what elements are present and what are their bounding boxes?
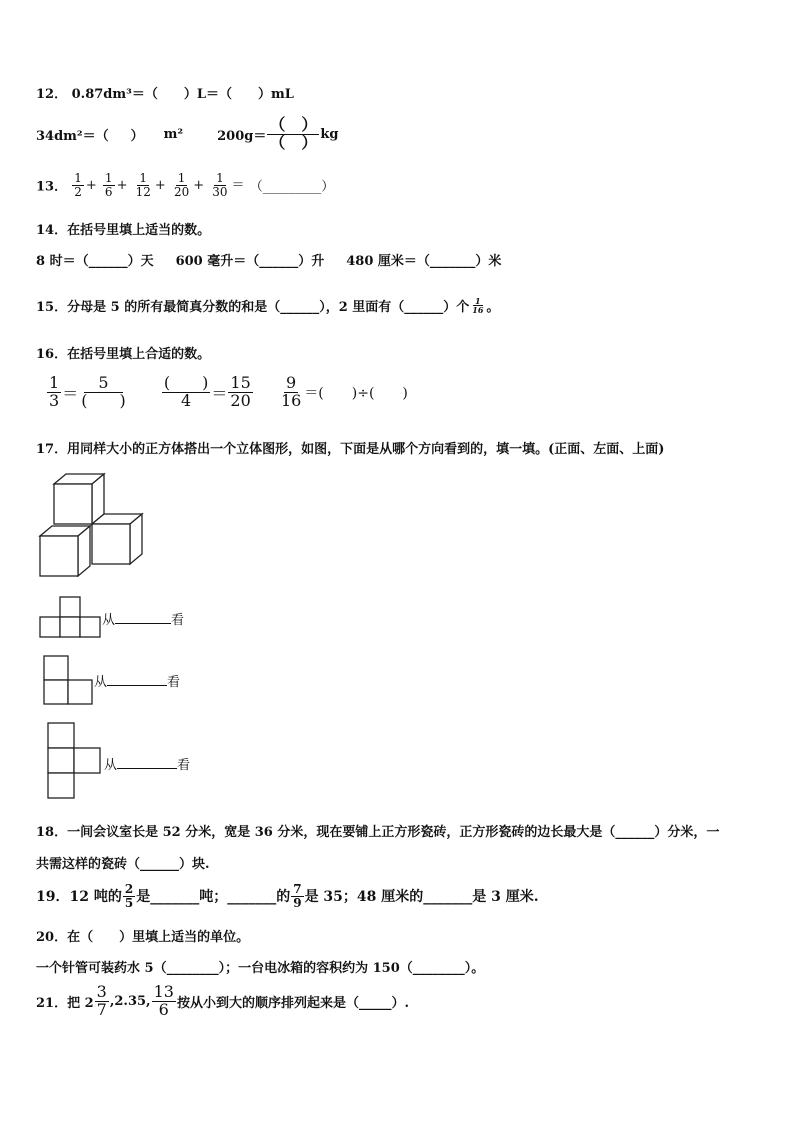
q19-frac-1: $\frac{2}{5}$	[124, 882, 134, 910]
cube-figure	[38, 470, 158, 580]
q13-number: 13．	[36, 179, 68, 195]
q15: 15．分母是 5 的所有最简真分数的和是（______），2 里面有（______）个 $\frac{1}{16}$ 。	[36, 295, 500, 315]
view-3-label: 从 看	[104, 758, 191, 773]
q16-e2-left: $\frac{( )}{4}$	[163, 373, 209, 410]
q13-frac-4: $\frac{1}{20}$	[173, 171, 190, 199]
q13: 13． $\frac{1}{2}$ + $\frac{1}{6}$ + $\frac{1}{12}$ + $\frac{1}{20}$ + $\frac{1}{30}$ ＝ （_________）	[36, 171, 335, 199]
q18-line1: 18．一间会议室长是 52 分米，宽是 36 分米，现在要铺上正方形瓷砖，正方形瓷砖的边长最大是（______）分米，一	[36, 825, 720, 840]
q20-prompt: 20．在（ ）里填上适当的单位。	[36, 930, 250, 945]
view-1-blank	[115, 623, 171, 624]
view-3-figure	[47, 722, 103, 800]
q15-fraction: $\frac{1}{16}$	[472, 295, 484, 315]
view-2-figure	[43, 655, 93, 705]
q12-kg-fraction: $\frac{( )}{( )}$	[269, 115, 318, 152]
q13-frac-2: $\frac{1}{6}$	[104, 171, 113, 199]
q17-prompt: 17．用同样大小的正方体搭出一个立体图形，如图，下面是从哪个方向看到的，填一填。(正面、左面、上面)	[36, 442, 665, 457]
q14-items: 8 时＝（______）天 600 毫升＝（______）升 480 厘米＝（_______）米	[36, 254, 502, 269]
q13-answer: （_________）	[249, 179, 335, 195]
q12-line1: 12． 0.87dm³＝（ ）L＝（ ）mL	[36, 87, 294, 102]
q13-frac-3: $\frac{1}{12}$	[135, 171, 151, 199]
q16-e3-left: $\frac{9}{16}$	[280, 373, 302, 410]
q21-frac-1: $\frac{3}{7}$	[96, 982, 107, 1019]
q13-frac-1: $\frac{1}{2}$	[74, 171, 82, 199]
view-1-label: 从 看	[102, 613, 185, 628]
view-2-blank	[107, 685, 167, 686]
view-2-label: 从 看	[94, 675, 181, 690]
q21: 21．把 2 $\frac{3}{7}$ ,2.35, $\frac{13}{6}$ 按从小到大的顺序排列起来是（_____）.	[36, 982, 409, 1019]
q12-line2: 34dm²＝（ ） m² 200g＝ $\frac{( )}{( )}$ kg	[36, 115, 339, 152]
q12-number: 12．	[36, 87, 68, 102]
q16-equations: $\frac{1}{3}$ ＝ $\frac{5}{( )}$ $\frac{( )}{4}$ ＝ $\frac{15}{20}$ $\frac{9}{16}$ ＝( )÷( )	[49, 373, 408, 410]
q16-prompt: 16．在括号里填上合适的数。	[36, 347, 211, 362]
q14-prompt: 14．在括号里填上适当的数。	[36, 223, 211, 238]
q13-frac-5: $\frac{1}{30}$	[212, 171, 228, 199]
q16-e1-left: $\frac{1}{3}$	[49, 373, 60, 410]
q19: 19．12 吨的 $\frac{2}{5}$ 是_______吨；_______的 $\frac{7}{9}$ 是 35；48 厘米的_______是 3 厘米.	[36, 882, 539, 910]
q18-line2: 共需这样的瓷砖（______）块.	[36, 857, 210, 872]
view-3-blank	[117, 768, 177, 769]
q19-frac-2: $\frac{7}{9}$	[293, 882, 302, 910]
q16-e1-right: $\frac{5}{( )}$	[81, 373, 126, 410]
q21-frac-2: $\frac{13}{6}$	[153, 982, 174, 1019]
view-1-figure	[40, 596, 102, 638]
q16-e2-right: $\frac{15}{20}$	[230, 373, 251, 410]
q20-line2: 一个针管可装药水 5（________）；一台电冰箱的容积约为 150（________）。	[36, 961, 485, 976]
